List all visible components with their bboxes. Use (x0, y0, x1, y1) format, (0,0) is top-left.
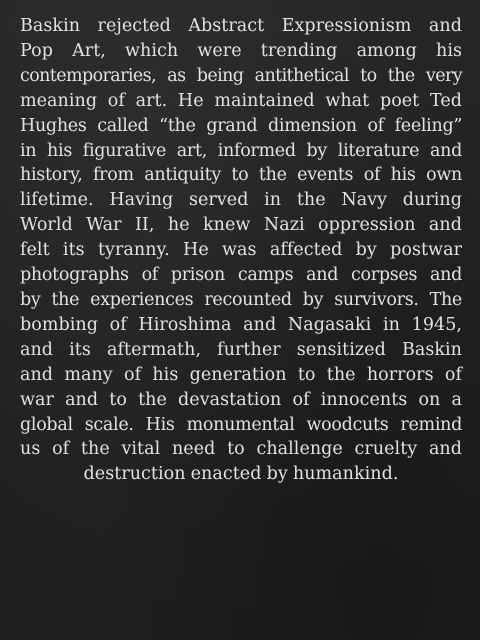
text-line: and many of his generation to the horrors of (20, 364, 462, 385)
text-line: by the experiences recounted by survivors. The (20, 289, 462, 310)
text-line: bombing of Hiroshima and Nagasaki in 1945, (20, 314, 462, 335)
text-line: meaning of art. He maintained what poet Ted (20, 90, 462, 111)
text-line: Hughes called “the grand dimension of feeling” (20, 115, 462, 136)
text-line: war and to the devastation of innocents on a (20, 389, 462, 410)
text-line: Pop Art, which were trending among his (20, 40, 462, 61)
text-line: and its aftermath, further sensitized Baskin (20, 339, 462, 360)
text-line: destruction enacted by humankind. (83, 464, 399, 485)
text-line: global scale. His monumental woodcuts remind (20, 414, 462, 435)
text-line: felt its tyranny. He was affected by postwar (20, 240, 462, 261)
text-line: us of the vital need to challenge cruelty and (20, 439, 462, 460)
text-line: contemporaries, as being antithetical to the very (20, 65, 462, 86)
wall-label-paragraph (20, 14, 462, 487)
text-line: Baskin rejected Abstract Expressionism and (20, 16, 462, 36)
text-line: history, from antiquity to the events of his own (20, 165, 462, 186)
text-line: lifetime. Having served in the Navy during (20, 190, 462, 211)
text-line: World War II, he knew Nazi oppression and (20, 215, 462, 236)
text-line: in his figurative art, informed by literature and (20, 140, 462, 161)
text-line: photographs of prison camps and corpses and (20, 265, 462, 286)
